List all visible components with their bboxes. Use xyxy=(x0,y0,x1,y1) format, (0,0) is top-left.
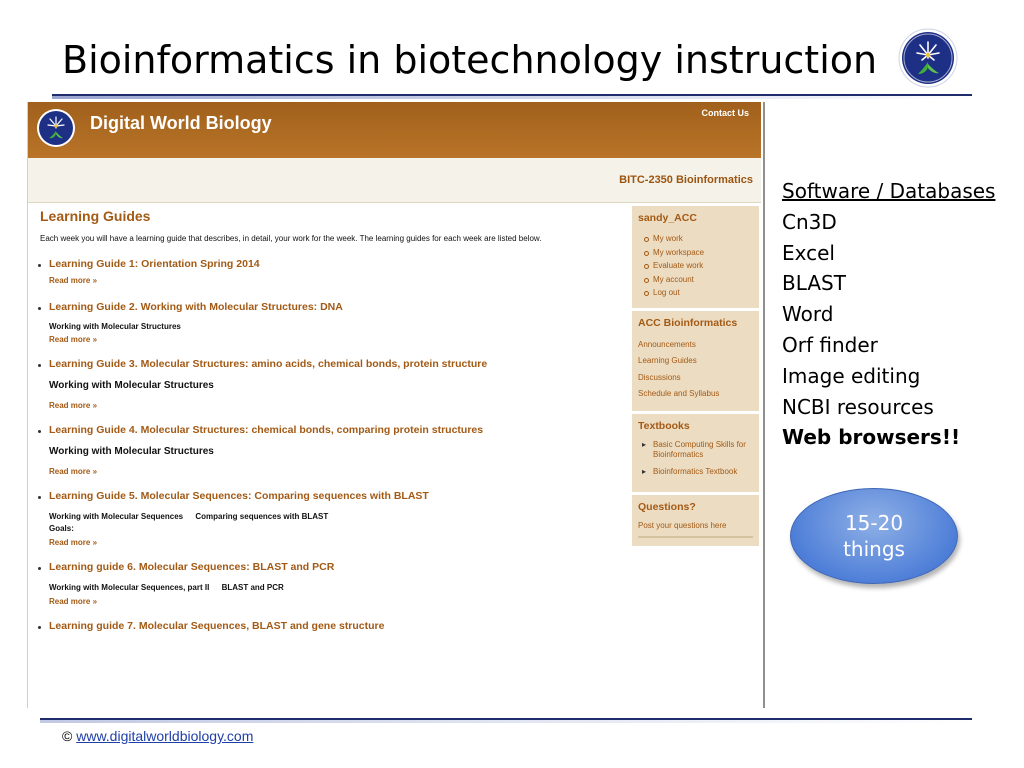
read-more-link[interactable]: Read more » xyxy=(49,467,98,476)
course-menu-item[interactable]: Discussions xyxy=(638,372,681,382)
user-menu-item[interactable]: Evaluate work xyxy=(638,259,753,273)
bullet-icon xyxy=(38,430,41,433)
read-more-link[interactable]: Read more » xyxy=(49,335,98,344)
user-menu-heading: sandy_ACC xyxy=(638,212,697,224)
read-more-link[interactable]: Read more » xyxy=(49,538,98,547)
guide-section-label: Working with Molecular Structures xyxy=(49,446,214,457)
course-menu-item[interactable]: Schedule and Syllabus xyxy=(638,389,720,398)
guide-section-label: Comparing sequences with BLAST xyxy=(195,512,329,521)
user-menu-item[interactable]: My workspace xyxy=(638,246,753,260)
user-menu-item[interactable]: My work xyxy=(638,232,753,246)
learning-guides-intro: Each week you will have a learning guide that describes, in detail, your work for the week. The learning guides for each week are listed below. xyxy=(40,234,542,243)
slide-title: Bioinformatics in biotechnology instruction xyxy=(62,38,878,82)
user-menu-item[interactable]: My account xyxy=(638,273,753,287)
digital-world-biology-logo-icon xyxy=(898,28,958,88)
main-content xyxy=(36,206,626,632)
guide-title-link[interactable]: Learning Guide 1: Orientation Spring 2014 xyxy=(49,258,260,270)
guide-title-link[interactable]: Learning Guide 2. Working with Molecular Structures: DNA xyxy=(49,301,343,313)
bullet-icon xyxy=(38,264,41,267)
read-more-link[interactable]: Read more » xyxy=(49,597,98,606)
user-menu-block xyxy=(632,206,759,311)
guide-title-link[interactable]: Learning guide 7. Molecular Sequences, BLAST and gene structure xyxy=(49,620,385,632)
site-logo-icon[interactable] xyxy=(36,108,76,148)
course-menu-heading: ACC Bioinformatics xyxy=(638,316,738,329)
site-brand-name[interactable]: Digital World Biology xyxy=(90,113,272,133)
guide-section-labels xyxy=(49,512,626,521)
bullet-icon xyxy=(38,364,41,367)
guide-section-label: Working with Molecular Sequences, part II xyxy=(49,583,210,592)
footer-website-link[interactable]: www.digitalworldbiology.com xyxy=(76,728,254,744)
read-more-link[interactable]: Read more » xyxy=(49,401,98,410)
list-item xyxy=(36,358,626,410)
contact-us-link[interactable]: Contact Us xyxy=(701,108,749,118)
software-item: Excel xyxy=(782,240,835,265)
software-item: NCBI resources xyxy=(782,394,934,419)
software-item-emphasis: Web browsers!! xyxy=(782,425,961,450)
software-item: Orf finder xyxy=(782,332,878,357)
footer-divider-shadow xyxy=(40,720,972,723)
title-divider-shadow xyxy=(52,96,972,99)
read-more-link[interactable]: Read more » xyxy=(49,276,98,285)
callout-bubble xyxy=(790,488,958,584)
guide-goals-label: Goals: xyxy=(49,524,74,533)
software-item: Cn3D xyxy=(782,209,837,234)
guide-section-label: BLAST and PCR xyxy=(221,583,284,592)
footer xyxy=(62,728,253,744)
software-item: Image editing xyxy=(782,363,921,388)
software-item: Word xyxy=(782,302,834,327)
list-item xyxy=(36,620,626,632)
course-menu-block xyxy=(632,311,759,414)
list-item xyxy=(36,258,626,285)
post-questions-link[interactable]: Post your questions here xyxy=(638,520,727,530)
list-item xyxy=(36,561,626,606)
guide-section-label: Working with Molecular Structures xyxy=(49,322,181,331)
site-header xyxy=(28,102,761,158)
textbooks-heading: Textbooks xyxy=(638,419,690,432)
course-menu-item[interactable]: Learning Guides xyxy=(638,356,697,365)
list-item xyxy=(36,301,626,344)
guide-title-link[interactable]: Learning guide 6. Molecular Sequences: BLAST and PCR xyxy=(49,561,335,573)
guide-title-link[interactable]: Learning Guide 4. Molecular Structures: chemical bonds, comparing protein structures xyxy=(49,424,484,436)
callout-line: things xyxy=(843,537,905,561)
questions-heading: Questions? xyxy=(638,500,696,513)
course-banner xyxy=(28,158,761,203)
list-item xyxy=(36,424,626,476)
copyright-symbol: © xyxy=(62,728,73,744)
textbooks-block xyxy=(632,414,759,495)
bullet-icon xyxy=(38,496,41,499)
textbook-link[interactable]: ▸ Bioinformatics Textbook xyxy=(638,467,753,477)
textbook-link[interactable]: ▸ Basic Computing Skills for Bioinformatics xyxy=(638,440,753,460)
guide-section-labels xyxy=(49,583,626,592)
guide-section-label: Working with Molecular Sequences xyxy=(49,512,184,521)
bullet-icon xyxy=(38,567,41,570)
course-menu-item[interactable]: Announcements xyxy=(638,339,696,349)
guide-title-link[interactable]: Learning Guide 3. Molecular Structures: amino acids, chemical bonds, protein structure xyxy=(49,358,488,370)
guide-section-label: Working with Molecular Structures xyxy=(49,380,214,391)
callout-line: 15-20 xyxy=(844,511,904,535)
website-screenshot xyxy=(27,102,765,708)
site-sidebar xyxy=(632,206,759,549)
course-name[interactable]: BITC-2350 Bioinformatics xyxy=(619,174,753,186)
list-item xyxy=(36,490,626,547)
questions-block xyxy=(632,495,759,549)
guide-title-link[interactable]: Learning Guide 5. Molecular Sequences: Comparing sequences with BLAST xyxy=(49,490,429,502)
learning-guides-heading: Learning Guides xyxy=(40,208,151,224)
software-list xyxy=(782,176,995,453)
questions-divider xyxy=(638,536,753,538)
software-item: BLAST xyxy=(782,271,846,296)
bullet-icon xyxy=(38,307,41,310)
user-menu-item[interactable]: Log out xyxy=(638,286,753,300)
software-list-heading: Software / Databases xyxy=(782,179,996,203)
bullet-icon xyxy=(38,626,41,629)
